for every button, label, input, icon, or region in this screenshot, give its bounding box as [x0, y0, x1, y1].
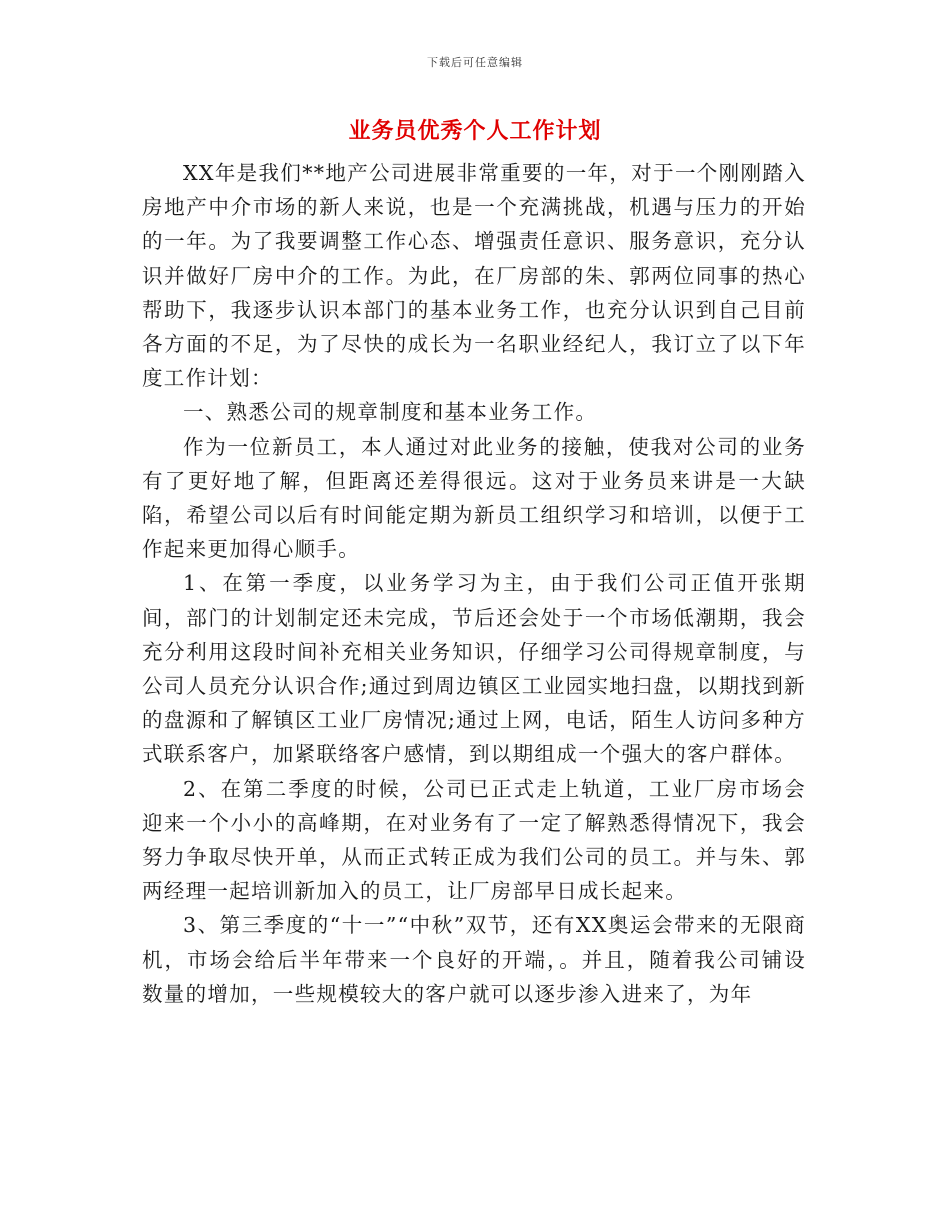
paragraph-new-employee: 作为一位新员工，本人通过对此业务的接触，使我对公司的业务有了更好地了解，但距离还差得很远。这对于业务员来讲是一大缺陷，希望公司以后有时间能定期为新员工组织学习和培训，以便于工作起来更加得心顺手。 — [142, 434, 806, 562]
page-header: 下载后可任意编辑 — [427, 56, 523, 69]
document-title: 业务员优秀个人工作计划 — [348, 118, 602, 144]
document-body — [142, 156, 806, 1011]
paragraph-q3-plan: 3、第三季度的“十一”“中秋”双节，还有XX奥运会带来的无限商机，市场会给后半年带来一个良好的开端，。并且，随着我公司铺设数量的增加，一些规模较大的客户就可以逐步渗入进来了，为年 — [142, 913, 806, 1006]
paragraph-q2-plan: 2、在第二季度的时候，公司已正式走上轨道，工业厂房市场会迎来一个小小的高峰期，在对业务有了一定了解熟悉得情况下，我会努力争取尽快开单，从而正式转正成为我们公司的员工。并与朱、郭两经理一起培训新加入的员工，让厂房部早日成长起来。 — [142, 776, 806, 904]
paragraph-q1-plan: 1、在第一季度，以业务学习为主，由于我们公司正值开张期间，部门的计划制定还未完成，节后还会处于一个市场低潮期，我会充分利用这段时间补充相关业务知识，仔细学习公司得规章制度，与公司人员充分认识合作;通过到周边镇区工业园实地扫盘，以期找到新的盘源和了解镇区工业厂房情况;通过上网，电话，陌生人访问多种方式联系客户，加紧联络客户感情，到以期组成一个强大的客户群体。 — [142, 571, 806, 767]
paragraph-section-heading: 一、熟悉公司的规章制度和基本业务工作。 — [183, 400, 598, 425]
paragraph-intro: XX年是我们**地产公司进展非常重要的一年，对于一个刚刚踏入房地产中介市场的新人来说，也是一个充满挑战，机遇与压力的开始的一年。为了我要调整工作心态、增强责任意识、服务意识，充分认识并做好厂房中介的工作。为此，在厂房部的朱、郭两位同事的热心帮助下，我逐步认识本部门的基本业务工作，也充分认识到自己目前各方面的不足，为了尽快的成长为一名职业经纪人，我订立了以下年度工作计划： — [142, 161, 806, 391]
